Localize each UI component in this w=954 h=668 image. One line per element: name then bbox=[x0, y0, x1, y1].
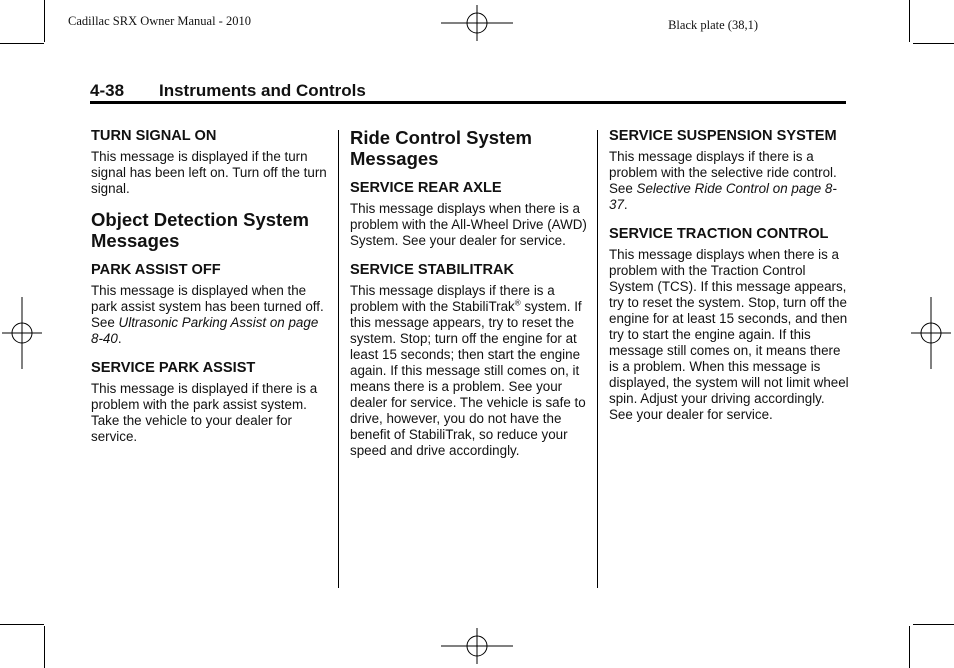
registration-mark-icon bbox=[911, 297, 951, 369]
registration-mark-icon bbox=[2, 297, 42, 369]
page-number: 4-38 bbox=[90, 81, 125, 100]
registered-mark: ® bbox=[514, 298, 521, 308]
text-stabilitrak-part2: system. If this message appears, try to reset the system. Stop; turn off the engine for at least 15 seconds; then start the engine again. If this message still comes on, it means there is a problem. See your dealer for service. The vehicle is safe to drive, however, you do not have the benefit of StabiliTrak, so reduce your speed and drive accordingly. bbox=[350, 299, 586, 458]
heading-service-stabilitrak: SERVICE STABILITRAK bbox=[350, 262, 515, 278]
heading-service-park-assist: SERVICE PARK ASSIST bbox=[91, 360, 256, 376]
crop-mark bbox=[44, 0, 45, 42]
period: . bbox=[623, 197, 628, 212]
section-title: Instruments and Controls bbox=[159, 81, 366, 100]
column-2 bbox=[350, 127, 590, 471]
column-divider bbox=[597, 130, 598, 588]
crop-mark bbox=[0, 43, 44, 44]
column-1 bbox=[91, 127, 331, 457]
text-service-suspension bbox=[609, 149, 849, 213]
text-park-assist-off-body: This message is displayed when the park assist system has been turned off. See bbox=[91, 283, 324, 330]
text-turn-signal-on: This message is displayed if the turn signal has been left on. Turn off the turn signal. bbox=[91, 149, 327, 196]
registration-mark-icon bbox=[441, 628, 513, 664]
heading-object-detection: Object Detection System Messages bbox=[91, 209, 309, 251]
crop-mark bbox=[913, 624, 954, 625]
text-service-park-assist: This message is displayed if there is a problem with the park assist system. Take the vehicle to your dealer for service. bbox=[91, 381, 318, 444]
text-service-stabilitrak bbox=[350, 283, 590, 459]
registration-mark-icon bbox=[441, 5, 513, 41]
heading-service-rear-axle: SERVICE REAR AXLE bbox=[350, 180, 502, 196]
crop-mark bbox=[909, 0, 910, 42]
crop-mark bbox=[44, 626, 45, 668]
plate-info: Black plate (38,1) bbox=[668, 18, 758, 32]
heading-park-assist-off: PARK ASSIST OFF bbox=[91, 262, 221, 278]
heading-ride-control: Ride Control System Messages bbox=[350, 127, 532, 169]
link-ultrasonic-parking-assist[interactable]: Ultrasonic Parking Assist on page 8-40 bbox=[91, 315, 319, 346]
heading-service-suspension: SERVICE SUSPENSION SYSTEM bbox=[609, 128, 837, 144]
crop-mark bbox=[913, 43, 954, 44]
crop-mark bbox=[909, 626, 910, 668]
text-stabilitrak-part1: This message displays if there is a problem with the StabiliTrak bbox=[350, 283, 555, 314]
crop-mark bbox=[0, 624, 44, 625]
period: . bbox=[117, 331, 122, 346]
column-divider bbox=[338, 130, 339, 588]
text-service-rear-axle: This message displays when there is a problem with the All-Wheel Drive (AWD) System. See your dealer for service. bbox=[350, 201, 587, 248]
manual-title: Cadillac SRX Owner Manual - 2010 bbox=[68, 14, 251, 28]
text-suspension-body: This message displays if there is a problem with the selective ride control. See bbox=[609, 149, 837, 196]
heading-turn-signal-on: TURN SIGNAL ON bbox=[91, 128, 217, 144]
column-3 bbox=[609, 127, 849, 435]
text-park-assist-off bbox=[91, 283, 331, 347]
text-service-traction: This message displays when there is a problem with the Traction Control System (TCS). If this message appears, try to reset the system. Stop, turn off the engine for at least 15 seconds, and then try to start the engine again. If this message still comes on, it means there is a problem. When this message is displayed, the system will not limit wheel spin. Adjust your driving accordingly. See your dealer for service. bbox=[609, 247, 849, 422]
section-header bbox=[90, 81, 846, 104]
link-selective-ride-control[interactable]: Selective Ride Control on page 8-37 bbox=[609, 181, 837, 212]
heading-service-traction: SERVICE TRACTION CONTROL bbox=[609, 226, 829, 242]
